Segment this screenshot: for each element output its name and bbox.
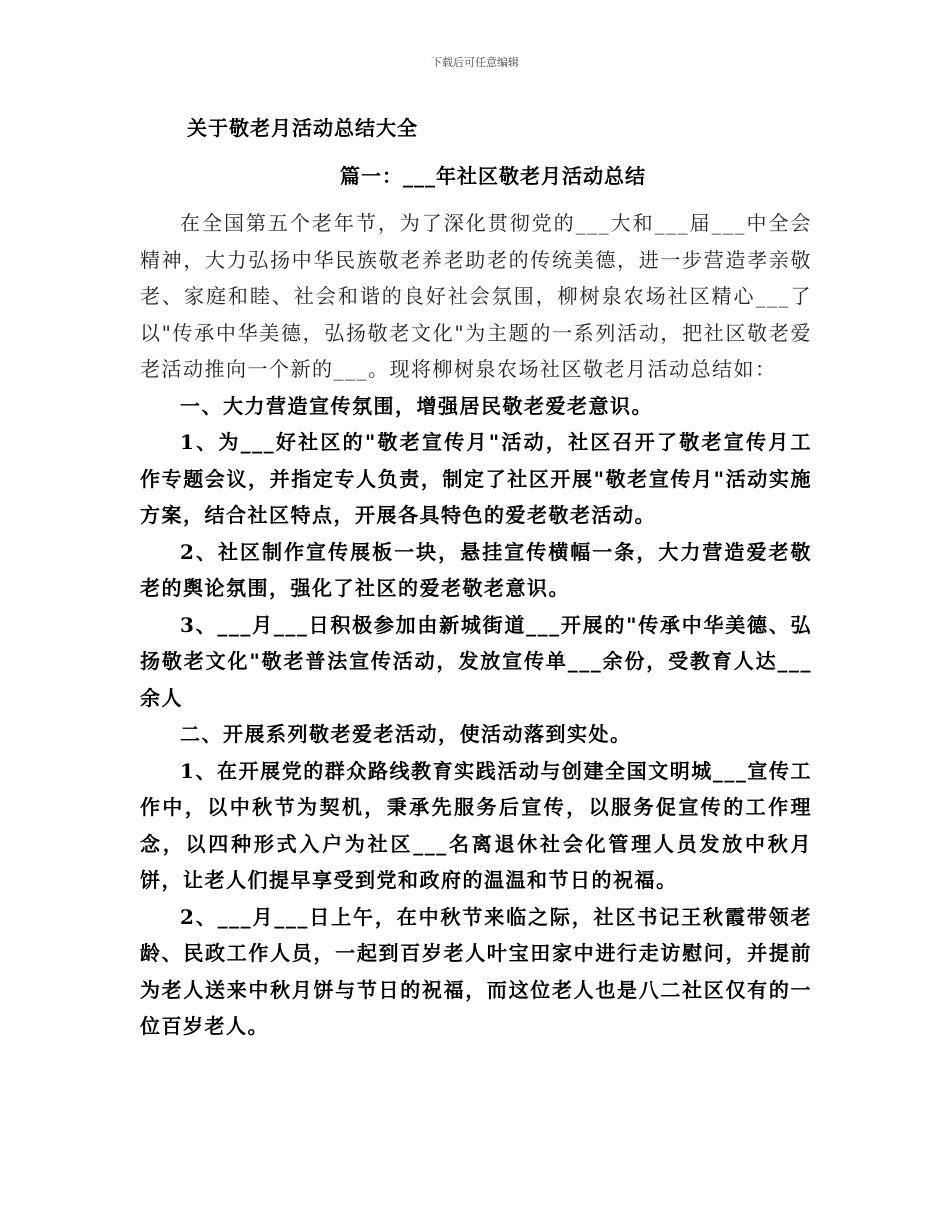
document-body — [140, 205, 812, 1045]
section-title: 篇一：___年社区敬老月活动总结 — [340, 164, 646, 188]
paragraph-item-1-3: 3、___月___日积极参加由新城街道___开展的"传承中华美德、弘扬敬老文化"敬老普法宣传活动，发放宣传单___余份，受教育人达___余人 — [140, 612, 812, 710]
header-note: 下载后可任意编辑 — [431, 56, 519, 69]
paragraph-item-2-1: 1、在开展党的群众路线教育实践活动与创建全国文明城___宣传工作中，以中秋节为契机，秉承先服务后宣传，以服务促宣传的工作理念，以四种形式入户为社区___名离退休社会化管理人员发放中秋月饼，让老人们提早享受到党和政府的温温和节日的祝福。 — [140, 758, 812, 892]
paragraph-item-1-1: 1、为___好社区的"敬老宣传月"活动，社区召开了敬老宣传月工作专题会议，并指定专人负责，制定了社区开展"敬老宣传月"活动实施方案，结合社区特点，开展各具特色的爱老敬老活动。 — [140, 430, 812, 527]
paragraph-item-2-2: 2、___月___日上午，在中秋节来临之际，社区书记王秋霞带领老龄、民政工作人员，一起到百岁老人叶宝田家中进行走访慰问，并提前为老人送来中秋月饼与节日的祝福，而这位老人也是八二社区仅有的一位百岁老人。 — [140, 904, 812, 1038]
paragraph-intro: 在全国第五个老年节，为了深化贯彻党的___大和___届___中全会精神，大力弘扬中华民族敬老养老助老的传统美德，进一步营造孝亲敬老、家庭和睦、社会和谐的良好社会氛围，柳树泉农场社区精心___了以"传承中华美德，弘扬敬老文化"为主题的一系列活动，把社区敬老爱老活动推向一个新的___。现将柳树泉农场社区敬老月活动总结如： — [140, 211, 812, 381]
paragraph-section-two-heading: 二、开展系列敬老爱老活动，使活动落到实处。 — [180, 722, 632, 746]
paragraph-item-1-2: 2、社区制作宣传展板一块，悬挂宣传横幅一条，大力营造爱老敬老的舆论氛围，强化了社区的爱老敬老意识。 — [140, 539, 812, 600]
document-title: 关于敬老月活动总结大全 — [187, 116, 418, 140]
paragraph-section-one-heading: 一、大力营造宣传氛围，增强居民敬老爱老意识。 — [180, 393, 653, 418]
